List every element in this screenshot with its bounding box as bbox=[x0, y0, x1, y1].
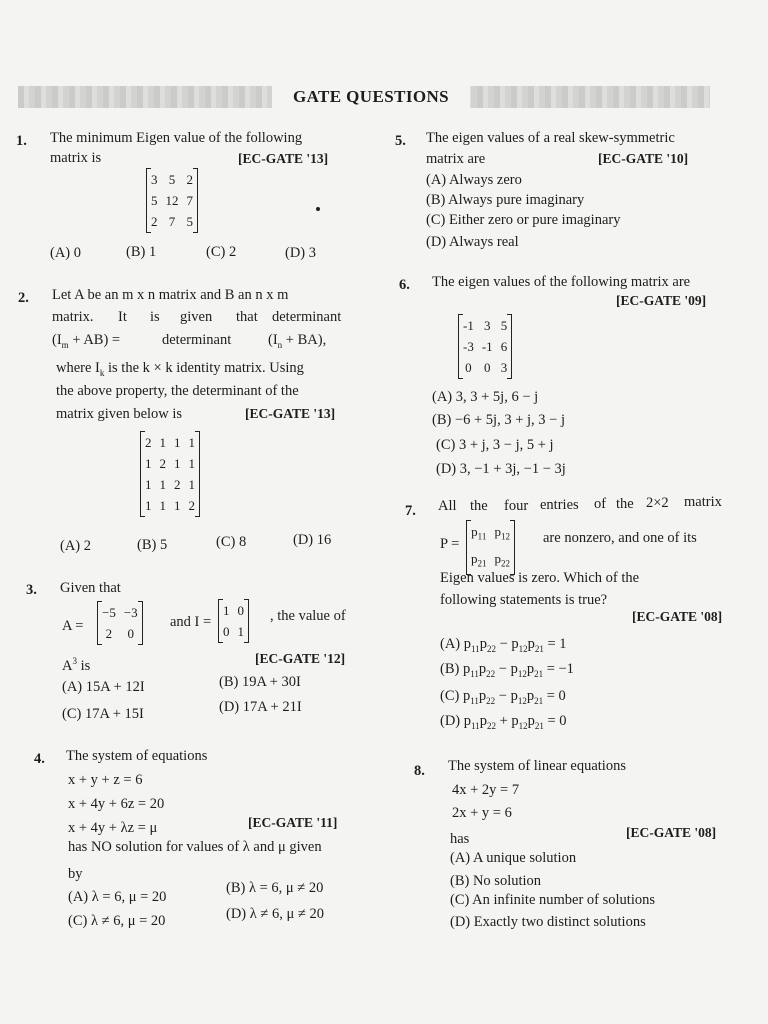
exam-tag: [EC-GATE '09] bbox=[616, 293, 707, 308]
matrix-cell: 7 bbox=[186, 193, 193, 208]
matrix-cell: 12 bbox=[165, 193, 179, 208]
question-text: The minimum Eigen value of the following bbox=[50, 130, 303, 146]
option-d: (D) Always real bbox=[426, 234, 519, 250]
option-b: (B) Always pure imaginary bbox=[426, 192, 585, 208]
option-d: (D) $p_{11}p_{22} + p_{12}p_{21} = 0$ bbox=[440, 713, 567, 731]
question-number: 5. bbox=[395, 133, 406, 149]
matrix-cell: 1 bbox=[145, 456, 152, 471]
option-d: (D) 16 bbox=[293, 532, 332, 548]
question-text: It bbox=[118, 309, 127, 325]
question-number: 8. bbox=[414, 763, 425, 779]
matrix bbox=[146, 169, 198, 232]
matrix-cell: 1 bbox=[174, 456, 181, 471]
matrix bbox=[458, 315, 512, 378]
matrix-cell: 3 bbox=[151, 172, 158, 187]
option-a: (A) 15A + 12I bbox=[62, 679, 145, 695]
question-text: matrix. bbox=[52, 309, 94, 325]
question-text: following statements is true? bbox=[440, 592, 608, 608]
matrix-i bbox=[218, 600, 249, 642]
option-d: (D) 3 bbox=[285, 245, 317, 261]
option-c: (C) $p_{11}p_{22} - p_{12}p_{21} = 0$ bbox=[440, 688, 566, 706]
matrix-cell: $p_{21}$ bbox=[471, 550, 487, 569]
question-text: of bbox=[594, 496, 607, 512]
matrix-cell: 5 bbox=[168, 172, 176, 187]
matrix-cell: 1 bbox=[174, 498, 181, 513]
exam-tag: [EC-GATE '11] bbox=[248, 815, 338, 830]
matrix-cell: 2 bbox=[174, 477, 181, 492]
question-text: entries bbox=[540, 497, 579, 513]
question-text: the bbox=[616, 496, 634, 512]
matrix-cell: 1 bbox=[159, 477, 166, 492]
question-text: are nonzero, and one of its bbox=[543, 530, 697, 546]
option-b: (B) No solution bbox=[450, 873, 542, 889]
question-number: 6. bbox=[399, 277, 410, 293]
matrix-cell: 7 bbox=[168, 214, 176, 229]
option-a: (A) Always zero bbox=[426, 172, 522, 188]
question-text: that bbox=[236, 309, 258, 325]
question-text: Let A be an m x n matrix and B an n x m bbox=[52, 287, 289, 303]
matrix-cell: 3 bbox=[500, 360, 508, 375]
question-text: 2×2 bbox=[646, 495, 669, 511]
question-text: the above property, the determinant of the bbox=[56, 383, 299, 399]
matrix-p bbox=[466, 521, 515, 574]
matrix-cell: 1 bbox=[145, 477, 152, 492]
option-a: (A) 2 bbox=[60, 538, 92, 554]
option-b: (B) 19A + 30I bbox=[219, 674, 301, 690]
matrix-cell: 1 bbox=[174, 435, 181, 450]
question-text: Eigen values is zero. Which of the bbox=[440, 570, 640, 586]
question-number: 3. bbox=[26, 582, 37, 598]
question-text: has NO solution for values of λ and μ given bbox=[68, 839, 322, 855]
matrix-cell: -1 bbox=[481, 339, 493, 354]
question-text: where $I_k$ is the k × k identity matrix. Using bbox=[56, 360, 304, 378]
equation: x + y + z = 6 bbox=[68, 772, 143, 788]
matrix-cell: 2 bbox=[159, 456, 166, 471]
option-b: (B) $p_{11}p_{22} - p_{12}p_{21} = -1$ bbox=[440, 661, 574, 679]
matrix-cell: 1 bbox=[159, 435, 166, 450]
exam-tag: [EC-GATE '13] bbox=[245, 406, 336, 421]
question-number: 7. bbox=[405, 503, 416, 519]
matrix-cell: 0 bbox=[237, 603, 244, 618]
question-number: 4. bbox=[34, 751, 45, 767]
question-number: 1. bbox=[16, 133, 27, 149]
equation: x + 4y + 6z = 20 bbox=[68, 796, 165, 812]
matrix-label: A = bbox=[62, 618, 84, 634]
matrix-cell: -3 bbox=[463, 339, 474, 354]
stray-mark bbox=[316, 207, 320, 211]
matrix-cell: 6 bbox=[500, 339, 508, 354]
matrix-cell: 1 bbox=[188, 435, 195, 450]
matrix-cell: $p_{12}$ bbox=[494, 524, 510, 542]
question-text: matrix is bbox=[50, 150, 102, 166]
matrix-cell: 5 bbox=[151, 193, 158, 208]
equation: x + 4y + λz = μ bbox=[68, 820, 158, 836]
matrix-cell: 0 bbox=[484, 360, 491, 375]
matrix-label: P = bbox=[440, 536, 460, 552]
option-a: (A) A unique solution bbox=[450, 850, 577, 866]
option-c: (C) 2 bbox=[206, 244, 237, 260]
matrix-cell: 1 bbox=[188, 477, 195, 492]
question-text: , the value of bbox=[270, 608, 346, 624]
option-b: (B) λ = 6, μ ≠ 20 bbox=[226, 880, 324, 896]
matrix-cell: 2 bbox=[151, 214, 158, 229]
question-text: The eigen values of a real skew-symmetric bbox=[426, 130, 675, 146]
exam-tag: [EC-GATE '08] bbox=[626, 825, 717, 840]
option-c: (C) Either zero or pure imaginary bbox=[426, 212, 621, 228]
equation: 4x + 2y = 7 bbox=[452, 782, 520, 798]
option-c: (C) 17A + 15I bbox=[62, 706, 144, 722]
question-text: the bbox=[470, 498, 488, 514]
exam-tag: [EC-GATE '08] bbox=[632, 609, 723, 624]
option-b: (B) −6 + 5j, 3 + j, 3 − j bbox=[432, 412, 565, 428]
option-c: (C) λ ≠ 6, μ = 20 bbox=[68, 913, 166, 929]
matrix-cell: 1 bbox=[145, 498, 152, 513]
matrix-cell: 0 bbox=[223, 624, 230, 639]
exam-tag: [EC-GATE '13] bbox=[238, 151, 329, 166]
matrix-cell: 1 bbox=[159, 498, 166, 513]
question-text: four bbox=[504, 498, 529, 514]
option-a: (A) 0 bbox=[50, 245, 82, 261]
question-text: given bbox=[180, 309, 213, 325]
matrix-cell: $p_{11}$ bbox=[471, 524, 487, 542]
matrix-cell: 3 bbox=[484, 318, 491, 333]
question-text: determinant bbox=[162, 332, 232, 348]
exam-tag: [EC-GATE '10] bbox=[598, 151, 689, 166]
matrix-cell: 1 bbox=[188, 456, 195, 471]
matrix-cell: $p_{22}$ bbox=[494, 550, 510, 569]
option-d: (D) 3, −1 + 3j, −1 − 3j bbox=[436, 461, 566, 477]
matrix-cell: 5 bbox=[186, 214, 193, 229]
question-text: by bbox=[68, 866, 83, 882]
question-text: is bbox=[150, 309, 160, 325]
question-number: 2. bbox=[18, 290, 29, 306]
matrix-cell: 0 bbox=[127, 626, 135, 641]
matrix-cell: -1 bbox=[463, 318, 474, 333]
matrix-cell: 2 bbox=[188, 498, 195, 513]
question-text: $(I_n + BA)$, bbox=[268, 332, 327, 350]
option-d: (D) Exactly two distinct solutions bbox=[450, 914, 646, 930]
matrix-cell: 0 bbox=[465, 360, 472, 375]
matrix-cell: 1 bbox=[223, 603, 230, 618]
question-text: All bbox=[438, 498, 457, 514]
matrix-cell: 2 bbox=[145, 435, 152, 450]
question-text: matrix bbox=[684, 494, 722, 510]
matrix-a bbox=[97, 602, 143, 644]
option-c: (C) An infinite number of solutions bbox=[450, 892, 655, 908]
option-a: (A) 3, 3 + 5j, 6 − j bbox=[432, 389, 539, 405]
option-c: (C) 8 bbox=[216, 534, 247, 550]
option-a: (A) λ = 6, μ = 20 bbox=[68, 889, 167, 905]
question-text: $(I_m + AB)$ = bbox=[52, 332, 121, 350]
page-title: GATE QUESTIONS bbox=[272, 84, 470, 110]
question-text: determinant bbox=[272, 309, 342, 325]
option-d: (D) λ ≠ 6, μ ≠ 20 bbox=[226, 906, 324, 922]
exam-tag: [EC-GATE '12] bbox=[255, 651, 346, 666]
question-text: matrix given below is bbox=[56, 406, 183, 422]
matrix bbox=[140, 432, 200, 516]
option-c: (C) 3 + j, 3 − j, 5 + j bbox=[436, 437, 554, 453]
question-text: The system of equations bbox=[66, 748, 208, 764]
matrix-cell: 5 bbox=[500, 318, 508, 333]
question-text: Given that bbox=[60, 580, 121, 596]
question-text: has bbox=[450, 831, 470, 847]
option-b: (B) 5 bbox=[137, 537, 168, 553]
question-text: and I = bbox=[170, 614, 212, 630]
question-text: The system of linear equations bbox=[448, 758, 626, 774]
matrix-cell: −5 bbox=[102, 605, 116, 620]
matrix-cell: 1 bbox=[237, 624, 244, 639]
matrix-cell: −3 bbox=[123, 605, 138, 620]
question-text: The eigen values of the following matrix are bbox=[432, 274, 691, 290]
matrix-cell: 2 bbox=[186, 172, 193, 187]
question-text: matrix are bbox=[426, 151, 486, 167]
option-a: (A) $p_{11}p_{22} - p_{12}p_{21} = 1$ bbox=[440, 636, 567, 654]
question-text: $A^3$ is bbox=[62, 656, 91, 674]
option-b: (B) 1 bbox=[126, 244, 157, 260]
matrix-cell: 2 bbox=[105, 626, 113, 641]
equation: 2x + y = 6 bbox=[452, 805, 512, 821]
option-d: (D) 17A + 21I bbox=[219, 699, 302, 715]
